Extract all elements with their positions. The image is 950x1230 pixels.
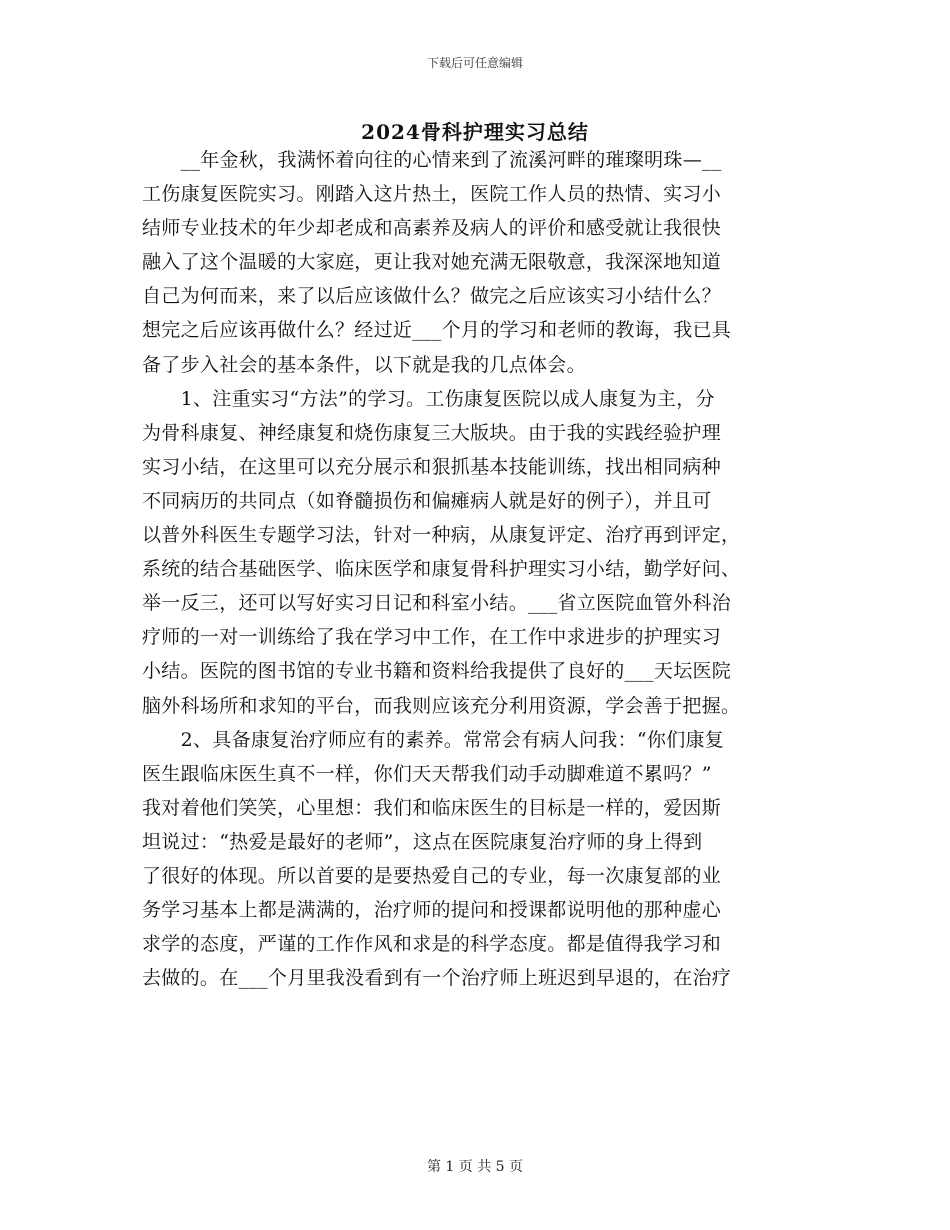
document-body — [142, 143, 810, 995]
body-line: 结师专业技术的年少却老成和高素养及病人的评价和感受就让我很快 — [142, 217, 722, 240]
body-line: 为骨科康复、神经康复和烧伤康复三大版块。由于我的实践经验护理 — [142, 421, 722, 444]
body-line: 想完之后应该再做什么？经过近___个月的学习和老师的教诲，我已具 — [142, 319, 732, 342]
body-line: 坦说过：“热爱是最好的老师”，这点在医院康复治疗师的身上得到 — [142, 830, 703, 853]
body-line: 疗师的一对一训练给了我在学习中工作，在工作中求进步的护理实习 — [142, 626, 722, 649]
body-line: 小结。医院的图书馆的专业书籍和资料给我提供了良好的___天坛医院 — [142, 660, 732, 683]
body-line: 了很好的体现。所以首要的是要热爱自己的专业，每一次康复部的业 — [142, 864, 722, 887]
body-line: 我对着他们笑笑，心里想：我们和临床医生的目标是一样的，爱因斯 — [142, 796, 722, 819]
body-line: 融入了这个温暖的大家庭，更让我对她充满无限敬意，我深深地知道 — [142, 251, 722, 274]
body-line: 实习小结，在这里可以充分展示和狠抓基本技能训练，找出相同病种 — [142, 455, 722, 478]
body-line: 以普外科医生专题学习法，针对一种病，从康复评定、治疗再到评定， — [142, 524, 741, 547]
body-line: 不同病历的共同点（如脊髓损伤和偏瘫病人就是好的例子），并且可 — [142, 489, 712, 512]
body-line: 去做的。在___个月里我没看到有一个治疗师上班迟到早退的，在治疗 — [142, 967, 732, 990]
body-line: 举一反三，还可以写好实习日记和科室小结。___省立医院血管外科治 — [142, 592, 732, 615]
body-line: 医生跟临床医生真不一样，你们天天帮我们动手动脚难道不累吗？” — [142, 762, 712, 785]
body-line: 工伤康复医院实习。刚踏入这片热土，医院工作人员的热情、实习小 — [142, 183, 722, 206]
body-line: 求学的态度，严谨的工作作风和求是的科学态度。都是值得我学习和 — [142, 933, 722, 956]
body-line: 备了步入社会的基本条件，以下就是我的几点体会。 — [142, 353, 586, 376]
body-line: 系统的结合基础医学、临床医学和康复骨科护理实习小结，勤学好问、 — [142, 558, 741, 581]
body-line: __年金秋，我满怀着向往的心情来到了流溪河畔的璀璨明珠—__ — [142, 149, 722, 171]
body-line: 脑外科场所和求知的平台，而我则应该充分利用资源，学会善于把握。 — [142, 694, 741, 717]
body-line: 务学习基本上都是满满的，治疗师的提问和授课都说明他的那种虚心 — [142, 899, 722, 922]
page-header-note: 下载后可任意编辑 — [426, 56, 523, 70]
page-number-footer: 第 1 页 共 5 页 — [426, 1159, 524, 1175]
body-line: 1、注重实习“方法”的学习。工伤康复医院以成人康复为主，分 — [142, 387, 715, 410]
body-line: 2、具备康复治疗师应有的素养。常常会有病人问我：“你们康复 — [142, 728, 725, 751]
body-line: 自己为何而来，来了以后应该做什么？做完之后应该实习小结什么？ — [142, 285, 722, 308]
document-title: 2024骨科护理实习总结 — [361, 120, 589, 144]
